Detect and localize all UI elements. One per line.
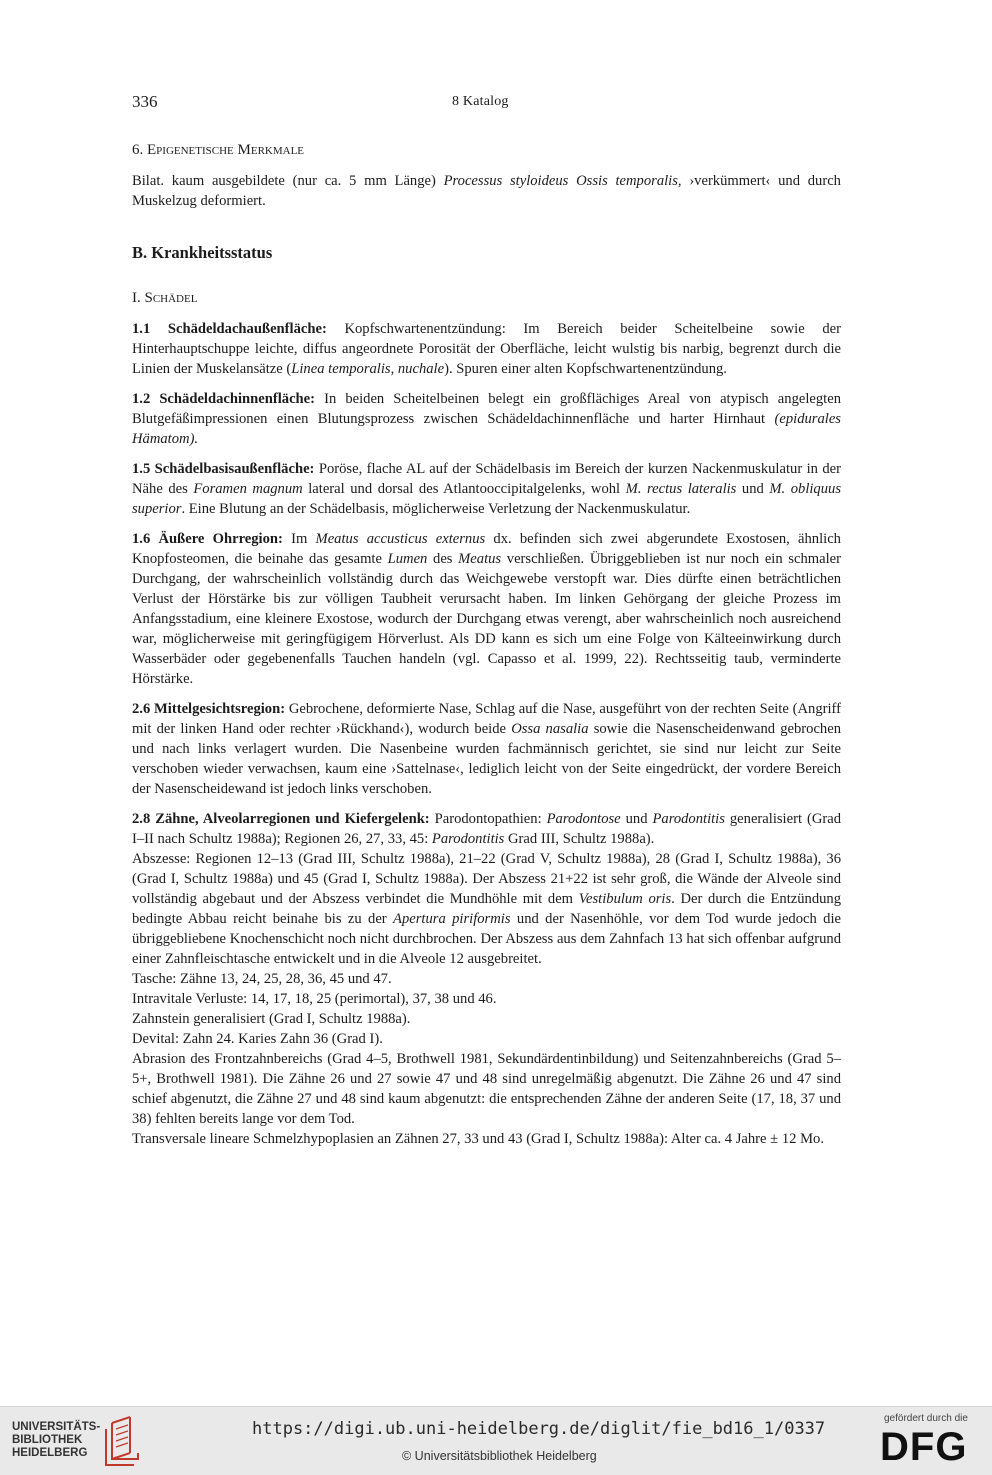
finding-1-2: 1.2 Schädeldachinnenfläche: In beiden Scheitelbeinen belegt ein großflächiges Areal von atypisch angelegten Blutgefäßimpressionen einen Blutungsprozess zwischen Schädeldachinnenfläche und harter Hirnhaut (epidurales Hämatom). (132, 391, 842, 447)
findings-body (132, 319, 841, 1149)
copyright-notice: © Universitätsbibliothek Heidelberg (402, 1449, 597, 1463)
section-6-paragraph: Bilat. kaum ausgebildete (nur ca. 5 mm Länge) Processus styloideus Ossis temporalis, ›verkümmert‹ und durch Muskelzug deformiert. (132, 173, 841, 209)
dfg-funded-by: gefördert durch die (884, 1413, 968, 1424)
finding-1-6: 1.6 Äußere Ohrregion: Im Meatus accusticus externus dx. befinden sich zwei abgerundete Exostosen, ähnlich Knopfosteomen, die beinahe das gesamte Lumen des Meatus verschließen. Übriggeblieben ist nur noch ein schmaler Durchgang, der wahrscheinlich vollständig durch das Weichgewebe verstopft war. Dies dürfte einen beträchtlichen Verlust der Hörstärke bis zur völligen Taubheit verursacht haben. Im linken Gehörgang der gleiche Prozess im Anfangsstadium, eine kleinere Exostose, wodurch der Durchgang etwas verengt, aber wahrscheinlich noch ausreichend war, möglicherweise mit geringfügigem Hörverlust. Als DD kann es sich um eine Folge von Kälteeinwirkung durch Wasserbäder oder gegebenenfalls Tauchen handeln (vgl. Capasso et al. 1999, 22). Rechtsseitig taub, verminderte Hörstärke. (132, 531, 841, 687)
page-number: 336 (132, 92, 158, 111)
library-logo-text: UNIVERSITÄTS- BIBLIOTHEK HEIDELBERG (12, 1421, 101, 1459)
pocket-line: Tasche: Zähne 13, 24, 25, 28, 36, 45 und 47. (132, 971, 392, 987)
intravital-losses-line: Intravitale Verluste: 14, 17, 18, 25 (perimortal), 37, 38 und 46. (132, 991, 497, 1007)
finding-1-5: 1.5 Schädelbasisaußenfläche: Poröse, flache AL auf der Schädelbasis im Bereich der kurzen Nackenmuskulatur in der Nähe des Foramen magnum lateral und dorsal des Atlantooccipitalgelenks, wohl M. rectus lateralis und M. obliquus superior. Eine Blutung an der Schädelbasis, möglicherweise Verletzung der Nackenmuskulatur. (132, 461, 842, 517)
finding-2-8: 2.8 Zähne, Alveolarregionen und Kiefergelenk: Parodontopathien: Parodontose und Parodontitis generalisiert (Grad I–II nach Schultz 1988a); Regionen 26, 27, 33, 45: Parodontitis Grad III, Schultz 1988a). (132, 811, 842, 847)
devital-line: Devital: Zahn 24. Karies Zahn 36 (Grad I). (132, 1031, 383, 1047)
finding-2-6: 2.6 Mittelgesichtsregion: Gebrochene, deformierte Nase, Schlag auf die Nase, ausgeführt von der rechten Seite (Angriff mit der linken Hand oder rechter ›Rückhand‹), wodurch beide Ossa nasalia sowie die Nasenscheidenwand gebrochen und nach links verlagert wurden. Die Nasenbeine wurden fachmännisch gerichtet, sie sind nur leicht zur Seite verschoben wieder verwachsen, kaum eine ›Sattelnase‹, lediglich leicht von der Seite eingedrückt, der vordere Bereich der Nasenscheidewand ist jedoch links verschoben. (132, 701, 841, 797)
section-b-heading: B. Krankheitsstatus (132, 243, 273, 262)
permalink-url[interactable]: https://digi.ub.uni-heidelberg.de/diglit/fie_bd16_1/0337 (252, 1419, 826, 1439)
finding-1-1: 1.1 Schädeldachaußenfläche: Kopfschwartenentzündung: Im Bereich beider Scheitelbeine sowie der Hinterhauptschuppe leichte, diffus angeordnete Porosität der Oberfläche, leicht wulstig bis narbig, begrenzt durch die Linien der Muskelansätze (Linea temporalis, nuchale). Spuren einer alten Kopfschwartenentzündung. (132, 321, 841, 377)
running-header: 8 Katalog (452, 94, 509, 109)
subsection-schaedel-heading: I. Schädel (132, 290, 198, 306)
library-logo-icon (100, 1415, 140, 1469)
abrasion-paragraph: Abrasion des Frontzahnbereichs (Grad 4–5, Brothwell 1981, Sekundärdentinbildung) und Seitenzahnbereichs (Grad 5–5+, Brothwell 1981). Die Zähne 26 und 27 sowie 47 und 48 sind unregelmäßig abgenutzt. Die Zähne 26 und 47 sind schief abgenutzt, die Zähne 27 und 48 sind kaum abgenutzt: die entsprechenden Zähne der anderen Seite (17, 18, 37 und 38) fehlten bereits lange vor dem Tod. (132, 1051, 841, 1127)
section-6-heading: 6. Epigenetische Merkmale (132, 142, 305, 158)
dfg-logo: DFG (880, 1425, 968, 1469)
abscess-paragraph: Abszesse: Regionen 12–13 (Grad III, Schultz 1988a), 21–22 (Grad V, Schultz 1988a), 28 (Grad I, Schultz 1988a), 36 (Grad I, Schultz 1988a) und 45 (Grad I, Schultz 1988a). Der Abszess 21+22 ist sehr groß, die Wände der Alveole sind vollständig abgebaut und der Abszess verbindet die Mundhöhle mit dem Vestibulum oris. Der durch die Entzündung bedingte Abbau reicht beinahe bis zu der Apertura piriformis und der Nasenhöhle, vor dem Tod wurde jedoch die übriggebliebene Knochenschicht noch nicht durchbrochen. Der Abszess aus dem Zahnfach 13 hat sich offenbar aufgrund einer Zahnfleischtasche entwickelt und in die Alveole 12 ausgebreitet. (132, 851, 842, 967)
calculus-line: Zahnstein generalisiert (Grad I, Schultz 1988a). (132, 1011, 411, 1027)
viewer-footer (0, 1406, 992, 1475)
hypoplasia-paragraph: Transversale lineare Schmelzhypoplasien an Zähnen 27, 33 und 43 (Grad I, Schultz 1988a): Alter ca. 4 Jahre ± 12 Mo. (132, 1131, 824, 1147)
